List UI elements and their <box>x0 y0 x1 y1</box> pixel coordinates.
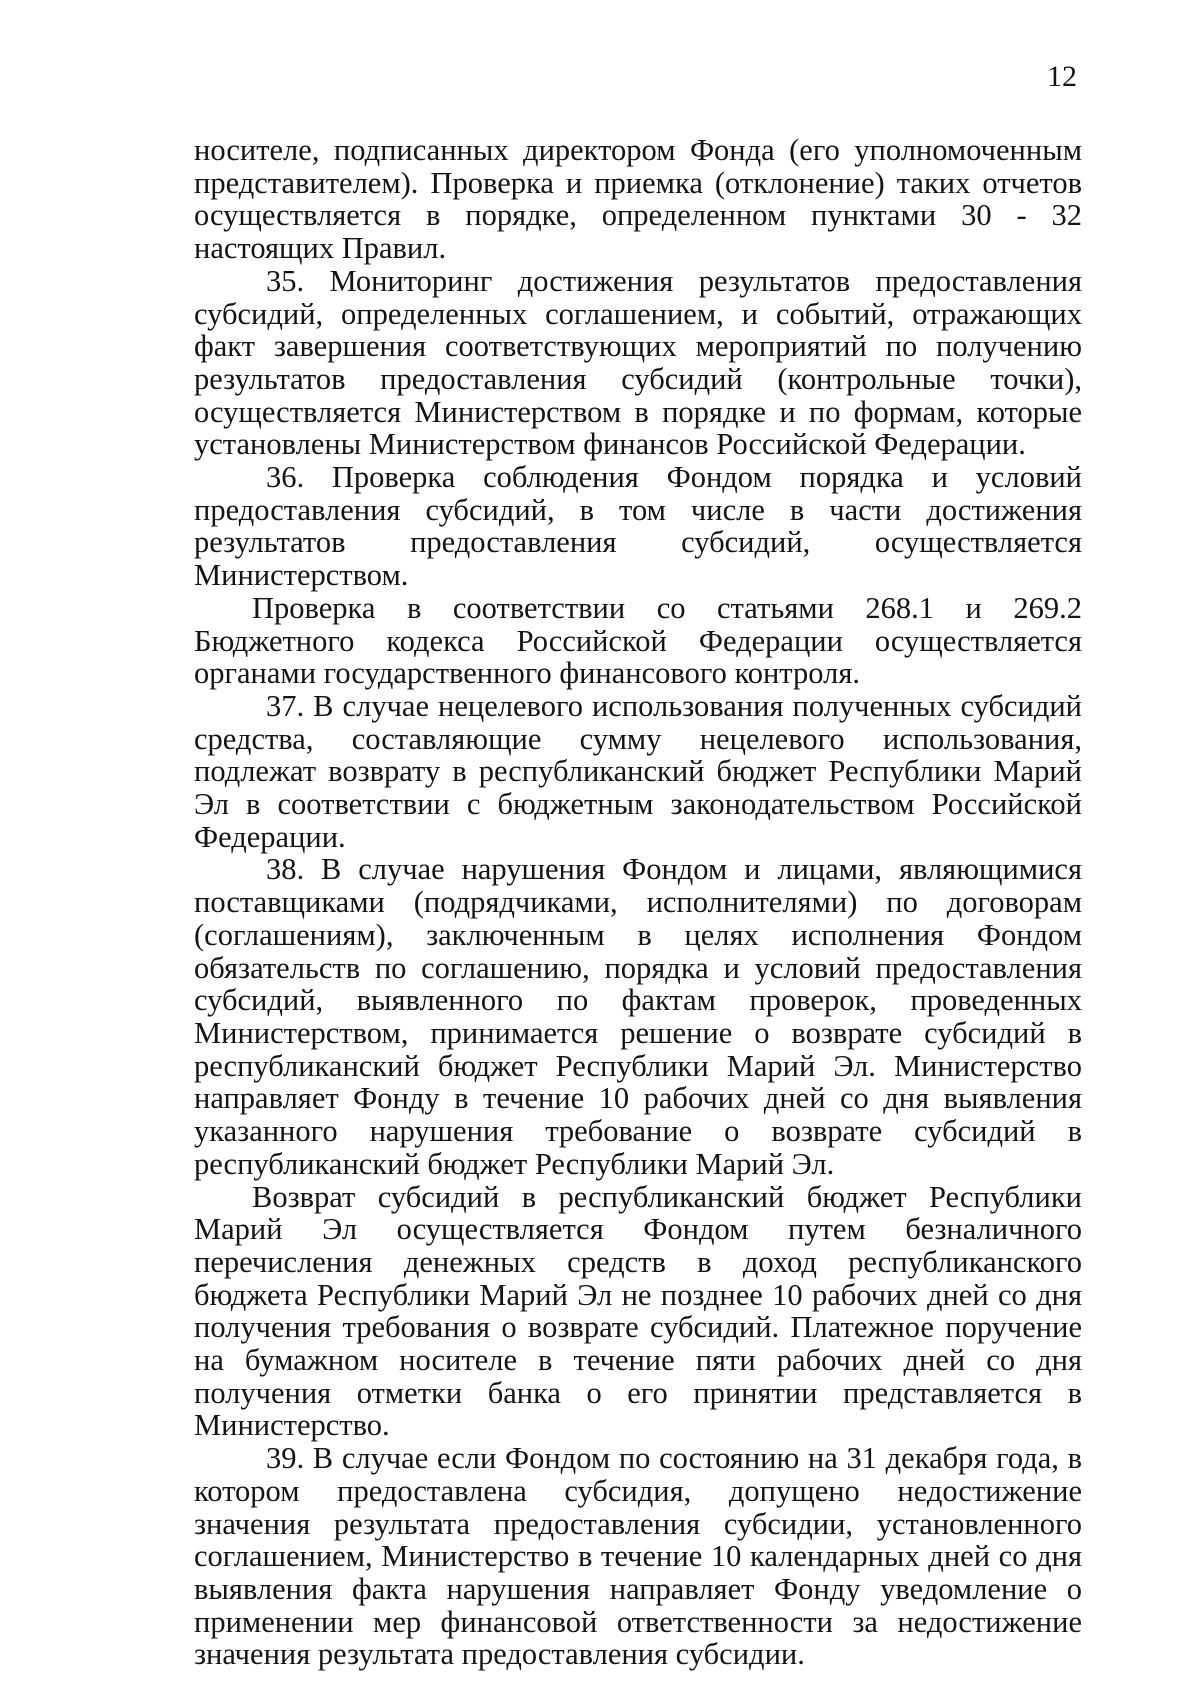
paragraph-item-39: 39. В случае если Фондом по состоянию на 31 декабря года, в котором предоставлена субсидия, допущено недостижение значения результата предоставления субсидии, установленного соглашением, Министерство в течение 10 календарных дней со дня выявления факта нарушения направляет Фонду уведомление о применении мер финансовой ответственности за недостижение значения результата предоставления субсидии. <box>194 1441 1082 1672</box>
paragraph-item-37: 37. В случае нецелевого использования полученных субсидий средства, составляющие сумму нецелевого использования, подлежат возврату в республиканский бюджет Республики Марий Эл в соответствии с бюджетным законодательством Российской Федерации. <box>194 688 1082 854</box>
paragraph-item-35: 35. Мониторинг достижения результатов предоставления субсидий, определенных соглашением, и событий, отражающих факт завершения соответствующих мероприятий по получению результатов предоставления субсидий (контрольные точки), осуществляется Министерством в порядке и по формам, которые установлены Министерством финансов Российской Федерации. <box>194 263 1082 462</box>
paragraph-item-38: 38. В случае нарушения Фондом и лицами, являющимися поставщиками (подрядчиками, исполнителями) по договорам (соглашениям), заключенным в целях исполнения Фондом обязательств по соглашению, порядка и условий предоставления субсидий, выявленного по фактам проверок, проведенных Министерством, принимается решение о возврате субсидий в республиканский бюджет Республики Марий Эл. Министерство направляет Фонду в течение 10 рабочих дней со дня выявления указанного нарушения требование о возврате субсидий в республиканский бюджет Республики Марий Эл. <box>194 852 1082 1181</box>
paragraph-item-36: 36. Проверка соблюдения Фондом порядка и условий предоставления субсидий, в том числе в части достижения результатов предоставления субсидий, осуществляется Министерством. <box>194 460 1082 593</box>
paragraph-item-36-check: Проверка в соответствии со статьями 268.1 и 269.2 Бюджетного кодекса Российской Федерации осуществляется органами государственного финансового контроля. <box>194 590 1082 691</box>
page-number: 12 <box>1047 60 1077 93</box>
paragraph-continuation: носителе, подписанных директором Фонда (его уполномоченным представителем). Проверка и приемка (отклонение) таких отчетов осуществляется в порядке, определенном пунктами 30 - 32 настоящих Правил. <box>194 133 1082 266</box>
paragraph-item-38-return: Возврат субсидий в республиканский бюджет Республики Марий Эл осуществляется Фондом путем безналичного перечисления денежных средств в доход республиканского бюджета Республики Марий Эл не позднее 10 рабочих дней со дня получения требования о возврате субсидий. Платежное поручение на бумажном носителе в течение пяти рабочих дней со дня получения отметки банка о его принятии представляется в Министерство. <box>194 1179 1082 1443</box>
document-body <box>194 134 1082 1671</box>
